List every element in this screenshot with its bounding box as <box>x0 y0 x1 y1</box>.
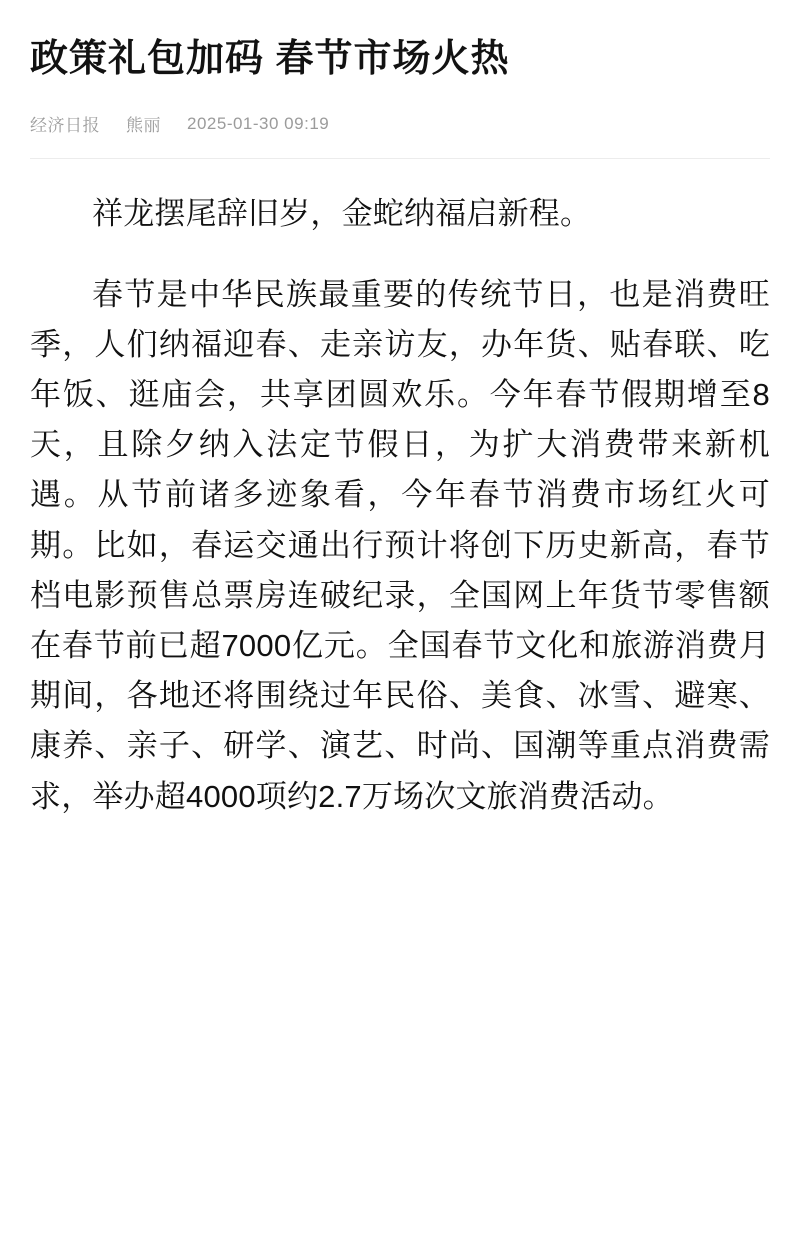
article-body <box>30 189 770 822</box>
article-paragraph: 祥龙摆尾辞旧岁，金蛇纳福启新程。 <box>92 196 592 232</box>
article-meta <box>30 111 770 136</box>
page-title: 政策礼包加码 春节市场火热 <box>30 38 510 80</box>
article-source: 经济日报 <box>30 116 100 136</box>
article-author: 熊丽 <box>126 116 161 136</box>
article-timestamp: 2025-01-30 09:19 <box>187 113 330 133</box>
header-divider <box>30 158 770 159</box>
article-paragraph: 春节是中华民族最重要的传统节日，也是消费旺季，人们纳福迎春、走亲访友，办年货、贴春联、吃年饭、逛庙会，共享团圆欢乐。今年春节假期增至8天，且除夕纳入法定节假日，为扩大消费带来新机遇。从节前诸多迹象看，今年春节消费市场红火可期。比如，春运交通出行预计将创下历史新高，春节档电影预售总票房连破纪录，全国网上年货节零售额在春节前已超7000亿元。全国春节文化和旅游消费月期间，各地还将围绕过年民俗、美食、冰雪、避寒、康养、亲子、研学、演艺、时尚、国潮等重点消费需求，举办超4000项约2.7万场次文旅消费活动。 <box>30 276 770 814</box>
